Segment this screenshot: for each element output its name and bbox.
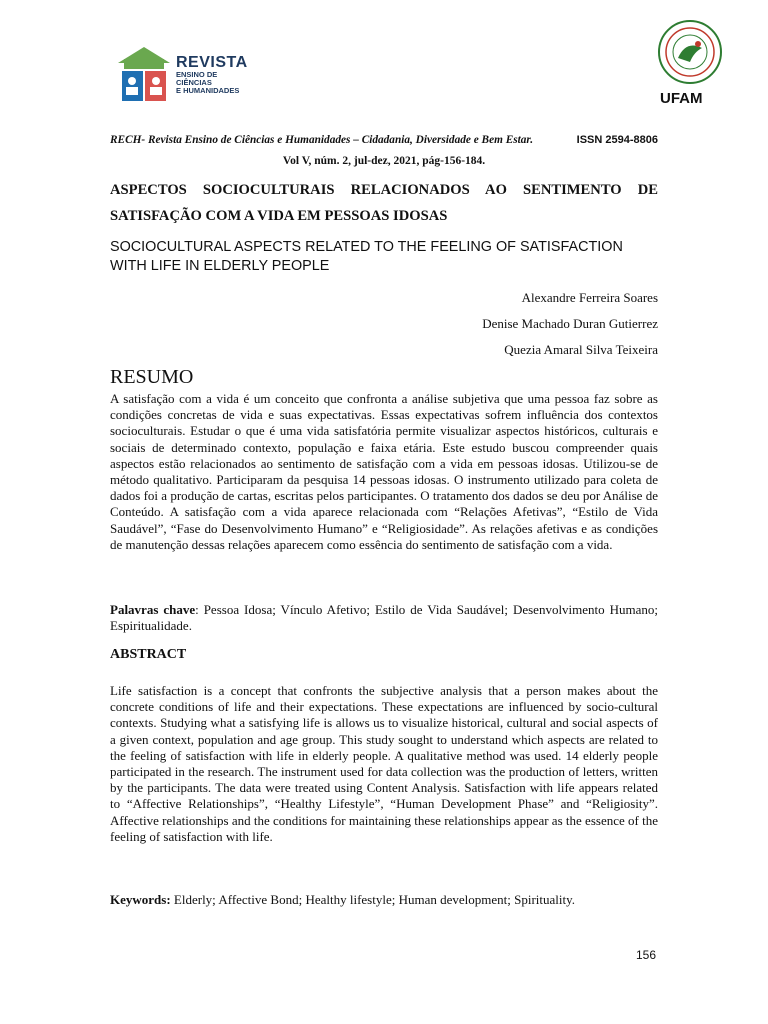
keywords-list: Elderly; Affective Bond; Healthy lifestyle; Human development; Spirituality. (170, 892, 576, 907)
author-name: Denise Machado Duran Gutierrez (482, 316, 658, 331)
abstract-text: Life satisfaction is a concept that confronts the subjective analysis that a person makes about the concrete conditions of life and their expectations. These expectations are influenced by socio-cultural contexts. Studying what a satisfying life is allows us to visualize historical, cultural and social aspects of a given context, population and age group. This study sought to understand which aspects are related to the feeling of satisfaction with life in elderly people. A qualitative method was used. 14 elderly people participated in the research. The instrument used for data collection was the production of letters, written by the participants. The data were treated using Content Analysis. Satisfaction with life appears related to “Affective Relationships”, “Healthy Lifestyle”, “Human Development Phase” and “Religiosity”. Affective relationships and the conditions for maintaining these relationships appear as the essence of the feeling of satisfaction with life. (110, 683, 658, 844)
title-english: SOCIOCULTURAL ASPECTS RELATED TO THE FEELING OF SATISFACTION WITH LIFE IN ELDERLY PEOPLE (110, 239, 623, 274)
keywords-label: Keywords: (110, 892, 171, 907)
university-label: UFAM (660, 90, 703, 107)
page-number: 156 (636, 948, 657, 962)
logo-subtitle-2: E HUMANIDADES (176, 86, 240, 95)
journal-emblem-icon (116, 45, 172, 107)
palavras-chave (110, 602, 658, 634)
palavras-chave-label: Palavras chave (110, 602, 196, 617)
university-logo (656, 18, 724, 106)
author-name: Quezia Amaral Silva Teixeira (504, 342, 658, 357)
resumo-text: A satisfação com a vida é um conceito que confronta a análise subjetiva que uma pessoa faz sobre as condições concretas de vida e suas expectativas. Essas expectativas sofrem influência dos contextos socioculturais. Estudar o que é uma vida satisfatória permite visualizar aspectos históricos, culturais e sociais de determinado contexto, população e faixa etária. Este estudo buscou compreender quais aspectos estão relacionados ao sentimento de satisfação com a vida em pessoas idosas. Utilizou-se de método qualitativo. Participaram da pesquisa 14 pessoas idosas. O instrumento utilizado para coleta de dados foi a produção de cartas, escritas pelos participantes. O tratamento dos dados se deu por Análise de Conteúdo. A satisfação com a vida aparece relacionada com “Relações Afetivas”, “Estilo de Vida Saudável”, “Fase do Desenvolvimento Humano” e “Religiosidade”. As relações afetivas e as condições de manutenção dessas relações aparecem como essência do sentimento de satisfação com a vida. (110, 391, 658, 552)
keywords (110, 892, 658, 908)
author-list (482, 285, 658, 363)
abstract-heading: ABSTRACT (110, 647, 187, 662)
logo-title: REVISTA (176, 54, 248, 71)
journal-line (110, 134, 658, 146)
title-portuguese: ASPECTOS SOCIOCULTURAIS RELACIONADOS AO SENTIMENTO DE SATISFAÇÃO COM A VIDA EM PESSOAS IDOSAS (110, 182, 658, 224)
journal-volume: Vol V, núm. 2, jul-dez, 2021, pág-156-184. (282, 155, 486, 167)
logo-subtitle-1: ENSINO DE CIÊNCIAS (176, 70, 218, 87)
journal-issn: ISSN 2594-8806 (576, 134, 658, 146)
journal-logo (116, 45, 246, 107)
author-name: Alexandre Ferreira Soares (521, 290, 658, 305)
resumo-heading: RESUMO (110, 366, 194, 388)
university-seal-icon (656, 18, 724, 88)
palavras-chave-list: : Pessoa Idosa; Vínculo Afetivo; Estilo de Vida Saudável; Desenvolvimento Humano; Espiritualidade. (110, 602, 659, 634)
journal-name: RECH- Revista Ensino de Ciências e Humanidades – Cidadania, Diversidade e Bem Estar. (110, 134, 534, 146)
